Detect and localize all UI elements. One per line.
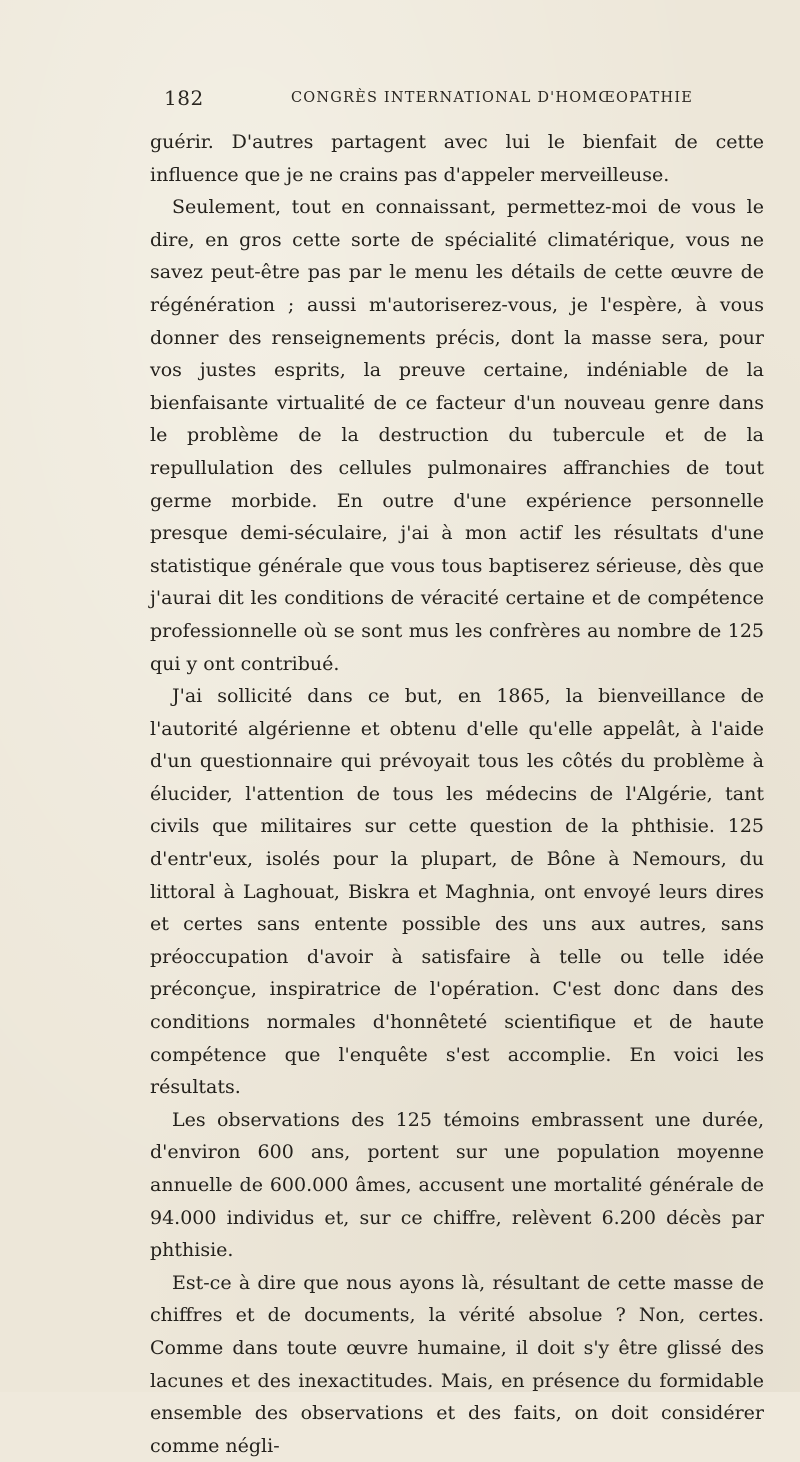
body-text — [150, 126, 764, 1462]
running-head — [164, 86, 764, 116]
page-number: 182 — [164, 86, 204, 110]
paragraph: Les observations des 125 témoins embrassent une durée, d'environ 600 ans, portent sur une population moyenne annuelle de 600.000 âmes, accusent une mortalité générale de 94.000 individus et, sur ce chiffre, relèvent 6.200 décès par phthisie. — [150, 1108, 764, 1262]
paragraph: Est-ce à dire que nous ayons là, résultant de cette masse de chiffres et de documents, la vérité absolue ? Non, certes. Comme dans toute œuvre humaine, il doit s'y être glissé des lacunes et des inexactitudes. Mais, en présence du formidable ensemble des observations et des faits, on doit considérer comme négli- — [150, 1271, 764, 1457]
paragraph: Seulement, tout en connaissant, permettez-moi de vous le dire, en gros cette sorte de spécialité climatérique, vous ne savez peut-être pas par le menu les détails de cette œuvre de régénération ; aussi m'autoriserez-vous, je l'espère, à vous donner des renseignements précis, dont la masse sera, pour vos justes esprits, la preuve certaine, indéniable de la bienfaisante virtualité de ce facteur d'un nouveau genre dans le problème de la destruction du tubercule et de la repullulation des cellules pulmonaires affranchies de tout germe morbide. En outre d'une expérience personnelle presque demi-séculaire, j'ai à mon actif les résultats d'une statistique générale que vous tous baptiserez sérieuse, dès que j'aurai dit les conditions de véracité certaine et de compétence professionnelle où se sont mus les confrères au nombre de 125 qui y ont contribué. — [150, 196, 764, 675]
paragraph: guérir. D'autres partagent avec lui le bienfait de cette influence que je ne crains pas d'appeler merveilleuse. — [150, 131, 764, 186]
paragraph: J'ai sollicité dans ce but, en 1865, la bienveillance de l'autorité algérienne et obtenu d'elle qu'elle appelât, à l'aide d'un questionnaire qui prévoyait tous les côtés du problème à élucider, l'attention de tous les médecins de l'Algérie, tant civils que militaires sur cette question de la phthisie. 125 d'entr'eux, isolés pour la plupart, de Bône à Nemours, du littoral à Laghouat, Biskra et Maghnia, ont envoyé leurs dires et certes sans entente possible des uns aux autres, sans préoccupation d'avoir à satisfaire à telle ou telle idée préconçue, inspiratrice de l'opération. C'est donc dans des conditions normales d'honnêteté scientifique et de haute compétence que l'enquête s'est accomplie. En voici les résultats. — [150, 685, 764, 1099]
running-title: CONGRÈS INTERNATIONAL D'HOMŒOPATHIE — [291, 90, 694, 106]
